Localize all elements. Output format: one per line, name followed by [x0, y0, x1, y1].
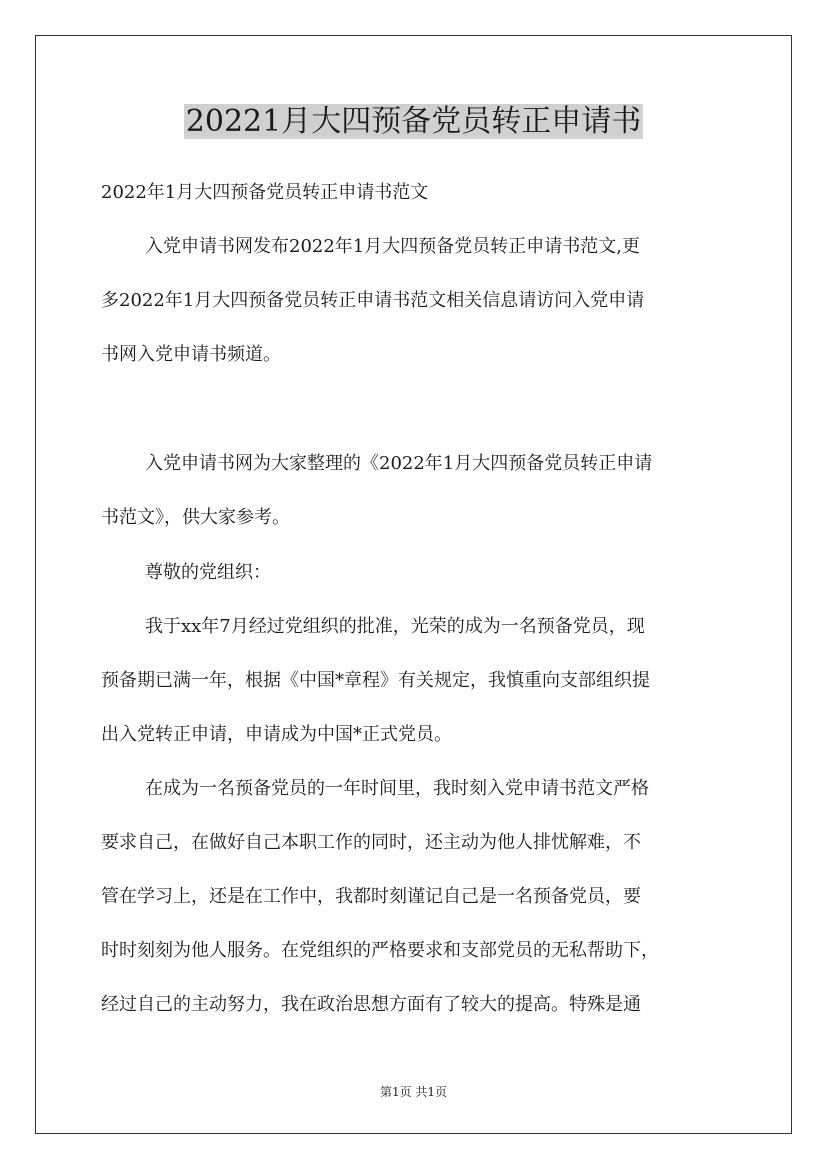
paragraph-line: 出入党转正申请，申请成为中国*正式党员。 [101, 724, 452, 745]
paragraph-line: 管在学习上，还是在工作中，我都时刻谨记自己是一名预备党员，要 [101, 886, 641, 907]
document-subtitle: 2022年1月大四预备党员转正申请书范文 [101, 182, 429, 203]
paragraph-line: 书网入党申请书频道。 [101, 344, 281, 365]
paragraph-line: 入党申请书网发布2022年1月大四预备党员转正申请书范文,更 [145, 236, 640, 257]
document-title: 20221月大四预备党员转正申请书 [185, 104, 642, 139]
salutation: 尊敬的党组织： [145, 562, 271, 583]
paragraph-line: 多2022年1月大四预备党员转正申请书范文相关信息请访问入党申请 [101, 290, 645, 311]
page-footer: 第1页 共1页 [379, 1085, 448, 1099]
paragraph-line: 书范文》，供大家参考。 [101, 507, 290, 528]
paragraph-line: 时时刻刻为他人服务。在党组织的严格要求和支部党员的无私帮助下， [101, 940, 659, 961]
paragraph-line: 要求自己，在做好自己本职工作的同时，还主动为他人排忧解难，不 [101, 832, 641, 853]
paragraph-line: 我于xx年7月经过党组织的批准，光荣的成为一名预备党员，现 [145, 616, 645, 637]
paragraph-line: 在成为一名预备党员的一年时间里，我时刻入党申请书范文严格 [145, 778, 649, 799]
paragraph-line: 经过自己的主动努力，我在政治思想方面有了较大的提高。特殊是通 [101, 994, 641, 1015]
paragraph-line: 入党申请书网为大家整理的《2022年1月大四预备党员转正申请 [145, 453, 653, 474]
paragraph-line: 预备期已满一年，根据《中国*章程》有关规定，我慎重向支部组织提 [101, 670, 650, 691]
